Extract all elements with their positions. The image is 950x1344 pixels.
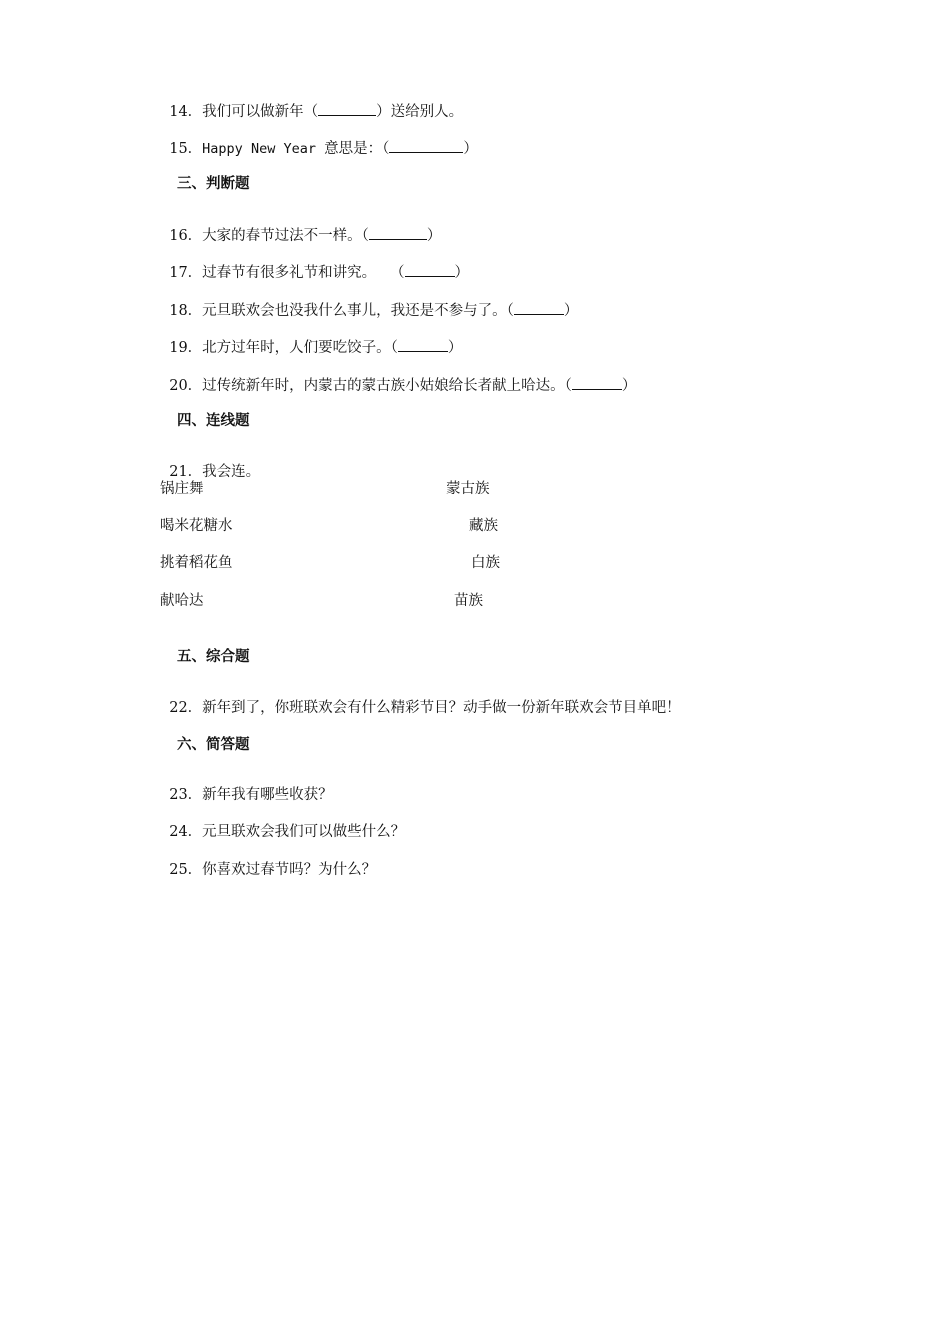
match-right-item[interactable]: 白族: [471, 555, 500, 571]
question-22: 22．新年到了，你班联欢会有什么精彩节目？动手做一份新年联欢会节目单吧！: [169, 700, 681, 716]
section-heading-comprehensive: 五、综合题: [177, 648, 250, 665]
answer-blank[interactable]: [369, 225, 427, 240]
question-number: 14．: [169, 104, 203, 120]
answer-blank[interactable]: [405, 262, 455, 277]
question-20: 20．过传统新年时，内蒙古的蒙古族小姑娘给长者献上哈达。（ ）: [160, 355, 636, 396]
answer-blank[interactable]: [389, 138, 463, 153]
question-24: 24．元旦联欢会我们可以做些什么？: [169, 824, 406, 840]
section-heading-short-answer: 六、简答题: [177, 736, 250, 753]
answer-blank[interactable]: [514, 300, 564, 315]
question-25: 25．你喜欢过春节吗？为什么？: [169, 862, 377, 878]
question-18: 18．元旦联欢会也没我什么事儿，我还是不参与了。（ ）: [160, 280, 578, 321]
match-right-item[interactable]: 藏族: [469, 518, 498, 534]
question-21: 21．我会连。: [169, 464, 261, 480]
answer-blank[interactable]: [318, 101, 376, 116]
question-17: 17．过春节有很多礼节和讲究。 （ ）: [160, 242, 469, 283]
match-left-item[interactable]: 锅庄舞: [160, 481, 204, 497]
match-left-item[interactable]: 献哈达: [160, 593, 204, 609]
match-right-item[interactable]: 蒙古族: [446, 481, 490, 497]
question-19: 19．北方过年时，人们要吃饺子。（ ）: [160, 317, 462, 358]
section-heading-match: 四、连线题: [177, 412, 250, 429]
question-23: 23．新年我有哪些收获？: [169, 787, 333, 803]
match-left-item[interactable]: 挑着稻花鱼: [160, 555, 233, 571]
section-heading-judge: 三、判断题: [177, 175, 250, 192]
question-number: 15．: [169, 141, 203, 157]
question-14: 14．我们可以做新年（ ）送给别人。: [160, 81, 463, 122]
question-15: 15．Happy New Year 意思是：（ ）: [160, 118, 478, 159]
match-left-item[interactable]: 喝米花糖水: [160, 518, 233, 534]
match-right-item[interactable]: 苗族: [454, 593, 483, 609]
answer-blank[interactable]: [398, 337, 448, 352]
question-16: 16．大家的春节过法不一样。（ ）: [160, 205, 441, 246]
answer-blank[interactable]: [572, 375, 622, 390]
